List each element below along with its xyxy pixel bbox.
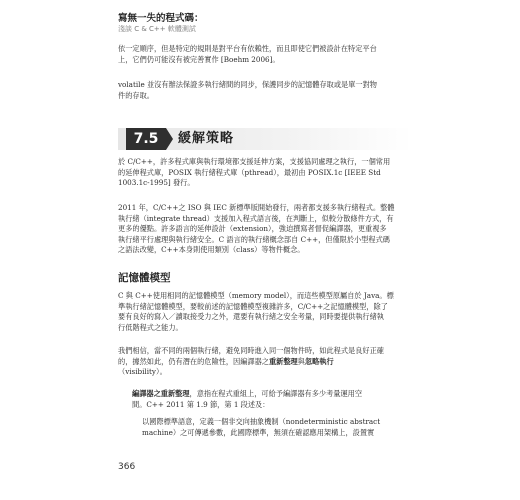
- text-run: 與: [297, 356, 305, 366]
- paragraph-pthread: [118, 157, 412, 189]
- text-line: 上，它們仍可能沒有被完善實作 [Boehm 2006]。: [118, 54, 280, 64]
- text-line: 行低階程式之能力。: [118, 322, 183, 332]
- paragraph-iso-2011: [118, 203, 412, 256]
- text-line: 執行緒平行處理與執行緒安全。C 語言的執行緒概念部自 C++，但僅限於小型程式碼: [118, 234, 390, 244]
- paragraph-visibility: [118, 346, 412, 378]
- text-line: 準執行緒記憶體模型，要較前述的記憶體模型複雜許多，C/C++之記憶體模型，除了: [118, 301, 388, 311]
- text-line: 1003.1c-1995] 發行。: [118, 178, 195, 187]
- section-title: 緩解策略: [178, 131, 235, 146]
- keyword-visibility: 忽略執行: [304, 356, 334, 366]
- section-number: 7.5: [126, 128, 166, 150]
- note-text: 間。C++ 2011 第 1.9 節，第 1 段述及：: [132, 400, 270, 409]
- section-heading: [118, 128, 412, 150]
- running-head: [118, 13, 204, 34]
- text-line: 2011 年，C/C++之 ISO 與 IEC 新標準版開始發行，兩者都支援多執行緒程式。整體: [118, 203, 395, 212]
- book-title: 寫無一失的程式碼：: [118, 13, 204, 24]
- book-subtitle: 淺談 C & C++ 軟體測試: [118, 25, 196, 33]
- page-number: 366: [118, 462, 136, 472]
- text-line: 以國際標準語意，定義一個非交向抽象機制（nondeterministic abstract: [142, 417, 381, 426]
- reordering-note: [132, 388, 412, 410]
- text-line: 執行緒（integrate thread）支援加入程式語言後，在判斷上，似較分散條件方式，有: [118, 213, 394, 223]
- text-line: 更多的優點。許多語言的延伸設計（extension），強迫撰寫者督促編譯器，更重視多: [118, 224, 387, 233]
- paragraph-memory-model: [118, 291, 412, 333]
- text-line: machine）之可傳遞參數，此國際標準，無須在確認應用架構上，設置實: [142, 428, 375, 437]
- text-line: 依一定順序，但是特定的規則是對平台有依賴性，而且即使它們被設計在特定平台: [118, 44, 377, 53]
- text-run: 的，據然如此，仍有潛在的危險性，因編譯器之: [118, 356, 269, 366]
- text-line: C 與 C++使用相同的記憶體模型（memory model），而這些模型原屬自於 Java。標: [118, 291, 394, 300]
- text-line: 的延伸程式庫，POSIX 執行緒程式庫（pthread），最初由 POSIX.1c [IEEE Std: [118, 167, 381, 177]
- book-page: [100, 0, 420, 500]
- text-line: [118, 357, 412, 368]
- subsection-heading: 記憶體模型: [118, 272, 171, 284]
- text-line: 我們相信，當不同的兩個執行緒，避免同時進入同一個物件時，如此程式是良好正確: [118, 346, 384, 355]
- text-line: 件的存取。: [118, 90, 154, 100]
- note-text: ，意指在程式重組上，可給予編譯器有多少考量運用空: [189, 389, 363, 398]
- keyword-reordering: 重新整理: [268, 356, 298, 366]
- volatile-paragraph: [118, 80, 412, 101]
- block-quote: [142, 416, 414, 438]
- note-label: 編譯器之重新整理: [132, 389, 190, 398]
- text-line: 要有良好的寫入／讀取接受力之外，還要有執行緒之安全考量，同時要提供執行緒執: [118, 312, 384, 321]
- text-line: （visibility）。: [118, 367, 167, 376]
- intro-paragraph: [118, 44, 412, 65]
- text-line: 之語法改變，C++本身則使用類別（class）等物件概念。: [118, 245, 305, 254]
- text-line: volatile 並沒有辦法保證多執行緒間的同步，保護同步的記憶體存取或是單一對物: [118, 80, 377, 89]
- text-line: 於 C/C++，許多程式庫與執行環境都支援延伸方案，支援協同處理之執行，一個常用: [118, 157, 391, 166]
